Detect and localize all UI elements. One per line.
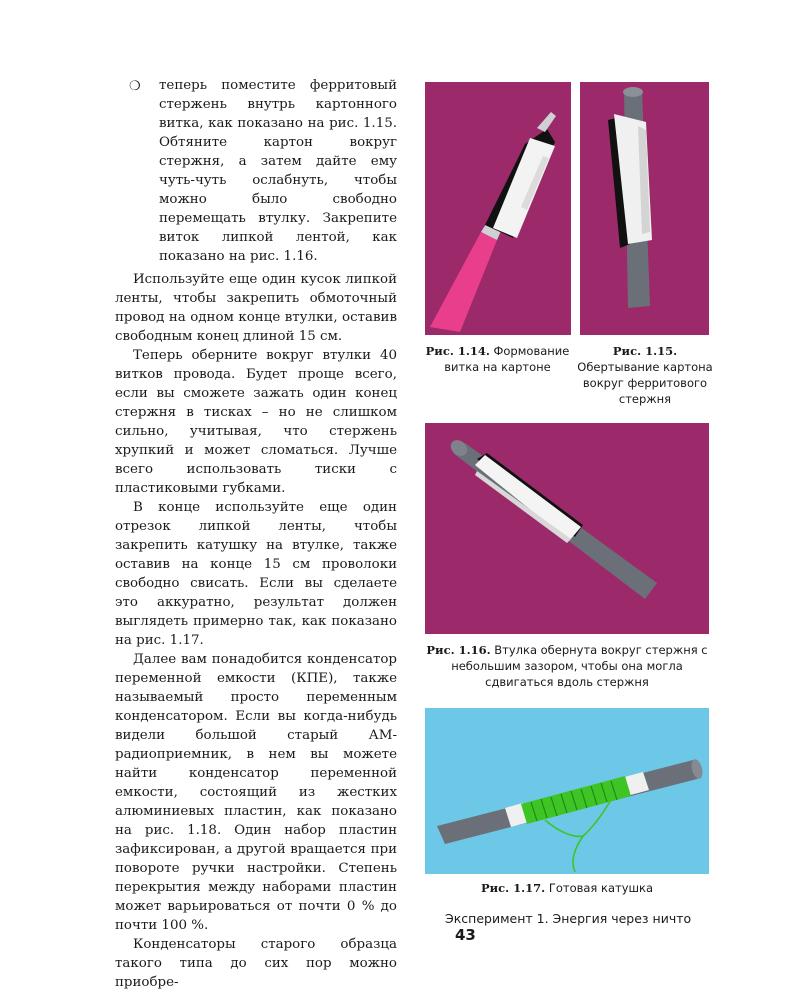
caption-text: Формование витка на картоне (444, 344, 570, 374)
running-title: Эксперимент 1. Энергия через ничто (445, 911, 692, 926)
photo-background (425, 708, 709, 874)
figure-1-14-photo (425, 82, 571, 335)
caption-label: Рис. 1.15. (612, 344, 678, 358)
caption-label: Рис. 1.17. (480, 881, 546, 895)
caption-label: Рис. 1.16. (426, 643, 491, 657)
figure-1-17-photo (425, 708, 709, 874)
page-footer (445, 911, 715, 944)
paragraph: В конце используйте еще один отрезок липкой ленты, чтобы закрепить катушку на втулке, также оставив на конце 15 см проволоки свободно свисать. Если вы сделаете это аккуратно, результат должен выглядеть примерно так, как показано на рис. 1.17. (115, 500, 397, 648)
figure-1-16-photo (425, 423, 709, 634)
hollow-circle-bullet-icon: ❍ (129, 79, 141, 94)
caption-text: Обертывание картона вокруг ферритового стержня (577, 360, 713, 406)
bullet-paragraph (115, 76, 397, 266)
caption-fig-1-16 (420, 642, 714, 690)
caption-fig-1-14 (420, 343, 575, 375)
caption-text: Готовая катушка (548, 881, 654, 895)
paragraph: Конденсаторы старого образца такого типа до сих пор можно приобре- (115, 937, 397, 990)
figure-1-15-photo (580, 82, 709, 335)
caption-text: Втулка обернута вокруг стержня с небольшим зазором, чтобы она могла сдвигаться вдоль стержня (451, 643, 708, 689)
body-text-column (115, 76, 397, 992)
caption-label: Рис. 1.14. (425, 344, 490, 358)
paragraph: Далее вам понадобится конденсатор переменной емкости (КПЕ), также называемый просто переменным конденсатором. Если вы когда-нибудь видели большой старый АМ-радиоприемник, в нем вы можете найти конденсатор переменной емкости, состоящий из жестких алюминиевых пластин, как показано на рис. 1.18. Один набор пластин зафиксирован, а другой вращается при повороте ручки настройки. Степень перекрытия между наборами пластин может варьироваться от почти 0 % до почти 100 %. (115, 652, 397, 933)
caption-fig-1-17 (420, 880, 714, 896)
paragraph: Теперь оберните вокруг втулки 40 витков провода. Будет проще всего, если вы сможете зажать один конец стержня в тисках – но не слишком сильно, учитывая, что стержень хрупкий и может сломаться. Лучше всего использовать тиски с пластиковыми губками. (115, 348, 397, 496)
bullet-text: теперь поместите ферритовый стержень внутрь картонного витка, как показано на рис. 1.15. Обтяните картон вокруг стержня, а затем дайте ему чуть-чуть ослабнуть, чтобы можно было свободно перемещать втулку. Закрепите виток липкой лентой, как показано на рис. 1.16. (159, 78, 397, 264)
caption-fig-1-15 (577, 343, 713, 407)
paragraph: Используйте еще один кусок липкой ленты, чтобы закрепить обмоточный провод на одном конце втулки, оставив свободным конец длиной 15 см. (115, 272, 397, 344)
page-number: 43 (455, 926, 476, 944)
